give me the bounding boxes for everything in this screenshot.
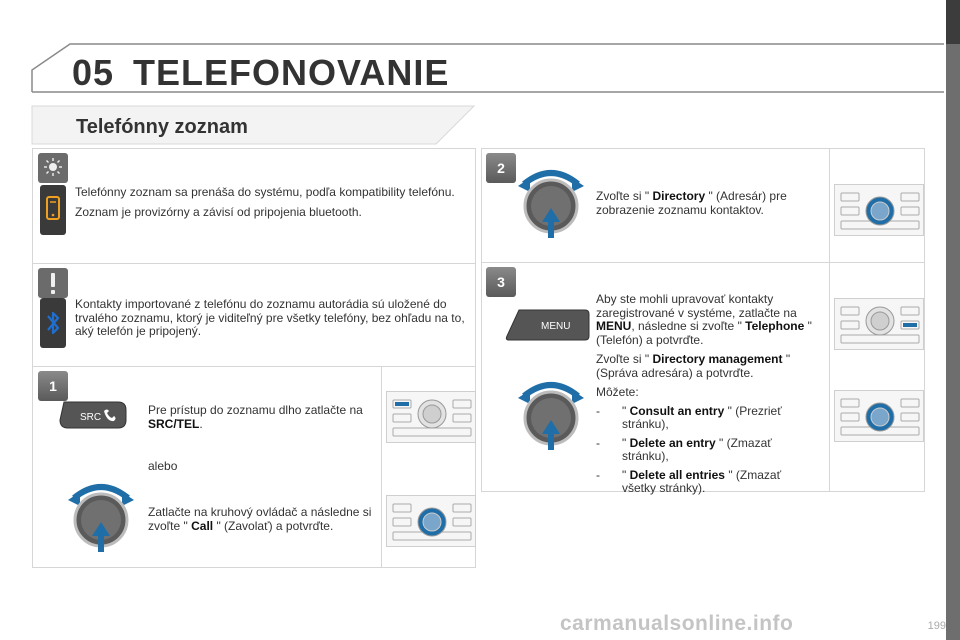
info-paragraph-1: Telefónny zoznam sa prenáša do systému, podľa kompatibility telefónu. (75, 185, 455, 199)
list-item-bold: Delete all entries (629, 467, 725, 482)
step3-p2-bold: Directory management (652, 352, 783, 366)
step3-p1-mid: , následne si zvoľte " (631, 319, 746, 333)
exclamation-icon (38, 268, 68, 298)
step3-p1-bold1: MENU (596, 319, 632, 333)
right-divider-vertical (829, 149, 830, 491)
list-item (596, 469, 818, 496)
step-number-badge (486, 153, 516, 183)
step1-text-a-post: . (199, 416, 203, 431)
list-item-pre: " (622, 435, 630, 450)
list-item (596, 437, 818, 464)
step2-text (596, 190, 816, 217)
bluetooth-icon (40, 298, 66, 348)
watermark: carmanualsonline.info (560, 612, 794, 635)
step2-text-post: " (Adresár) pre zobrazenie zoznamu kontaktov. (596, 189, 787, 217)
step2-text-pre: Zvoľte si " (596, 189, 653, 203)
warning-paragraph: Kontakty importované z telefónu do zoznamu autorádia sú uložené do trvalého zoznamu, ktorý je viditeľný pre všetky telefóny, bez ohľadu na to, aký telefón je pripojený. (75, 297, 465, 338)
radio-panel-thumbnail (834, 298, 924, 350)
list-item-pre: " (622, 467, 630, 482)
step1-text-a (148, 404, 376, 431)
lamp-icon (38, 153, 68, 183)
step2-text-bold: Directory (652, 189, 706, 203)
step3-paragraph-2 (596, 353, 818, 380)
step3-paragraph-3: Môžete: (596, 385, 639, 399)
step3-text (596, 293, 818, 496)
step1-text-a-pre: Pre prístup do zoznamu dlho zatlačte na (148, 403, 363, 417)
list-dash: - (596, 435, 600, 450)
list-item-bold: Consult an entry (629, 403, 725, 418)
divider (33, 263, 475, 264)
menu-label: MENU (541, 321, 571, 332)
step1-divider-vertical (381, 367, 382, 567)
list-item-pre: " (622, 403, 630, 418)
step-number: 2 (497, 160, 505, 176)
step-number: 3 (497, 274, 505, 290)
step-number-badge (38, 371, 68, 401)
rotary-knob-icon (66, 478, 136, 554)
info-paragraph-2: Zoznam je provizórny a závisí od pripojenia bluetooth. (75, 204, 362, 219)
phone-icon (40, 185, 66, 235)
menu-button-graphic (505, 308, 591, 342)
step1-text-a-bold: SRC/TEL (148, 416, 200, 431)
step-number: 1 (49, 378, 57, 394)
step3-p1-bold2: Telephone (745, 319, 805, 333)
step3-paragraph-1 (596, 293, 818, 347)
radio-panel-thumbnail (386, 495, 476, 547)
src-tel-button-graphic (58, 400, 128, 430)
step1-text-b (148, 506, 380, 533)
step-number-badge (486, 267, 516, 297)
chapter-number: 05 (72, 52, 115, 93)
step1-text-b-post: " (Zavolať) a potvrďte. (213, 518, 334, 533)
rotary-knob-icon (516, 376, 586, 452)
list-item-post: " (Zmazať stránku), (622, 435, 772, 463)
src-label: SRC (80, 412, 102, 423)
step3-p2-post: " (Správa adresára) a potvrďte. (596, 352, 791, 380)
divider (482, 262, 924, 263)
list-dash: - (596, 467, 600, 482)
step1-text-b-bold: Call (191, 518, 214, 533)
step3-p2-pre: Zvoľte si " (596, 352, 653, 366)
list-dash: - (596, 403, 600, 418)
step3-p1-pre: Aby ste mohli upravovať kontakty zaregistrované v systéme, zatlačte na (596, 292, 797, 320)
list-item-bold: Delete an entry (629, 435, 716, 450)
list-item-post: " (Prezrieť stránku), (622, 403, 782, 431)
radio-panel-thumbnail (386, 391, 476, 443)
divider (33, 366, 475, 367)
step1-or: alebo (148, 459, 178, 473)
step1-text-b-pre: Zatlačte na kruhový ovládač a následne si zvoľte " (148, 505, 372, 533)
page-number: 199 (927, 620, 946, 632)
sidebar-top-block (946, 0, 960, 44)
sidebar-strip (946, 44, 960, 640)
list-item-post: " (Zmazať všetky stránky). (622, 467, 782, 495)
info-text (75, 186, 465, 225)
chapter-title: TELEFONOVANIE (133, 52, 450, 93)
warning-text (75, 298, 465, 345)
radio-panel-thumbnail (834, 184, 924, 236)
radio-panel-thumbnail (834, 390, 924, 442)
list-item (596, 405, 818, 432)
step3-p1-post: " (Telefón) a potvrďte. (596, 319, 812, 347)
rotary-knob-icon (516, 164, 586, 240)
section-title: Telefónny zoznam (76, 116, 248, 138)
